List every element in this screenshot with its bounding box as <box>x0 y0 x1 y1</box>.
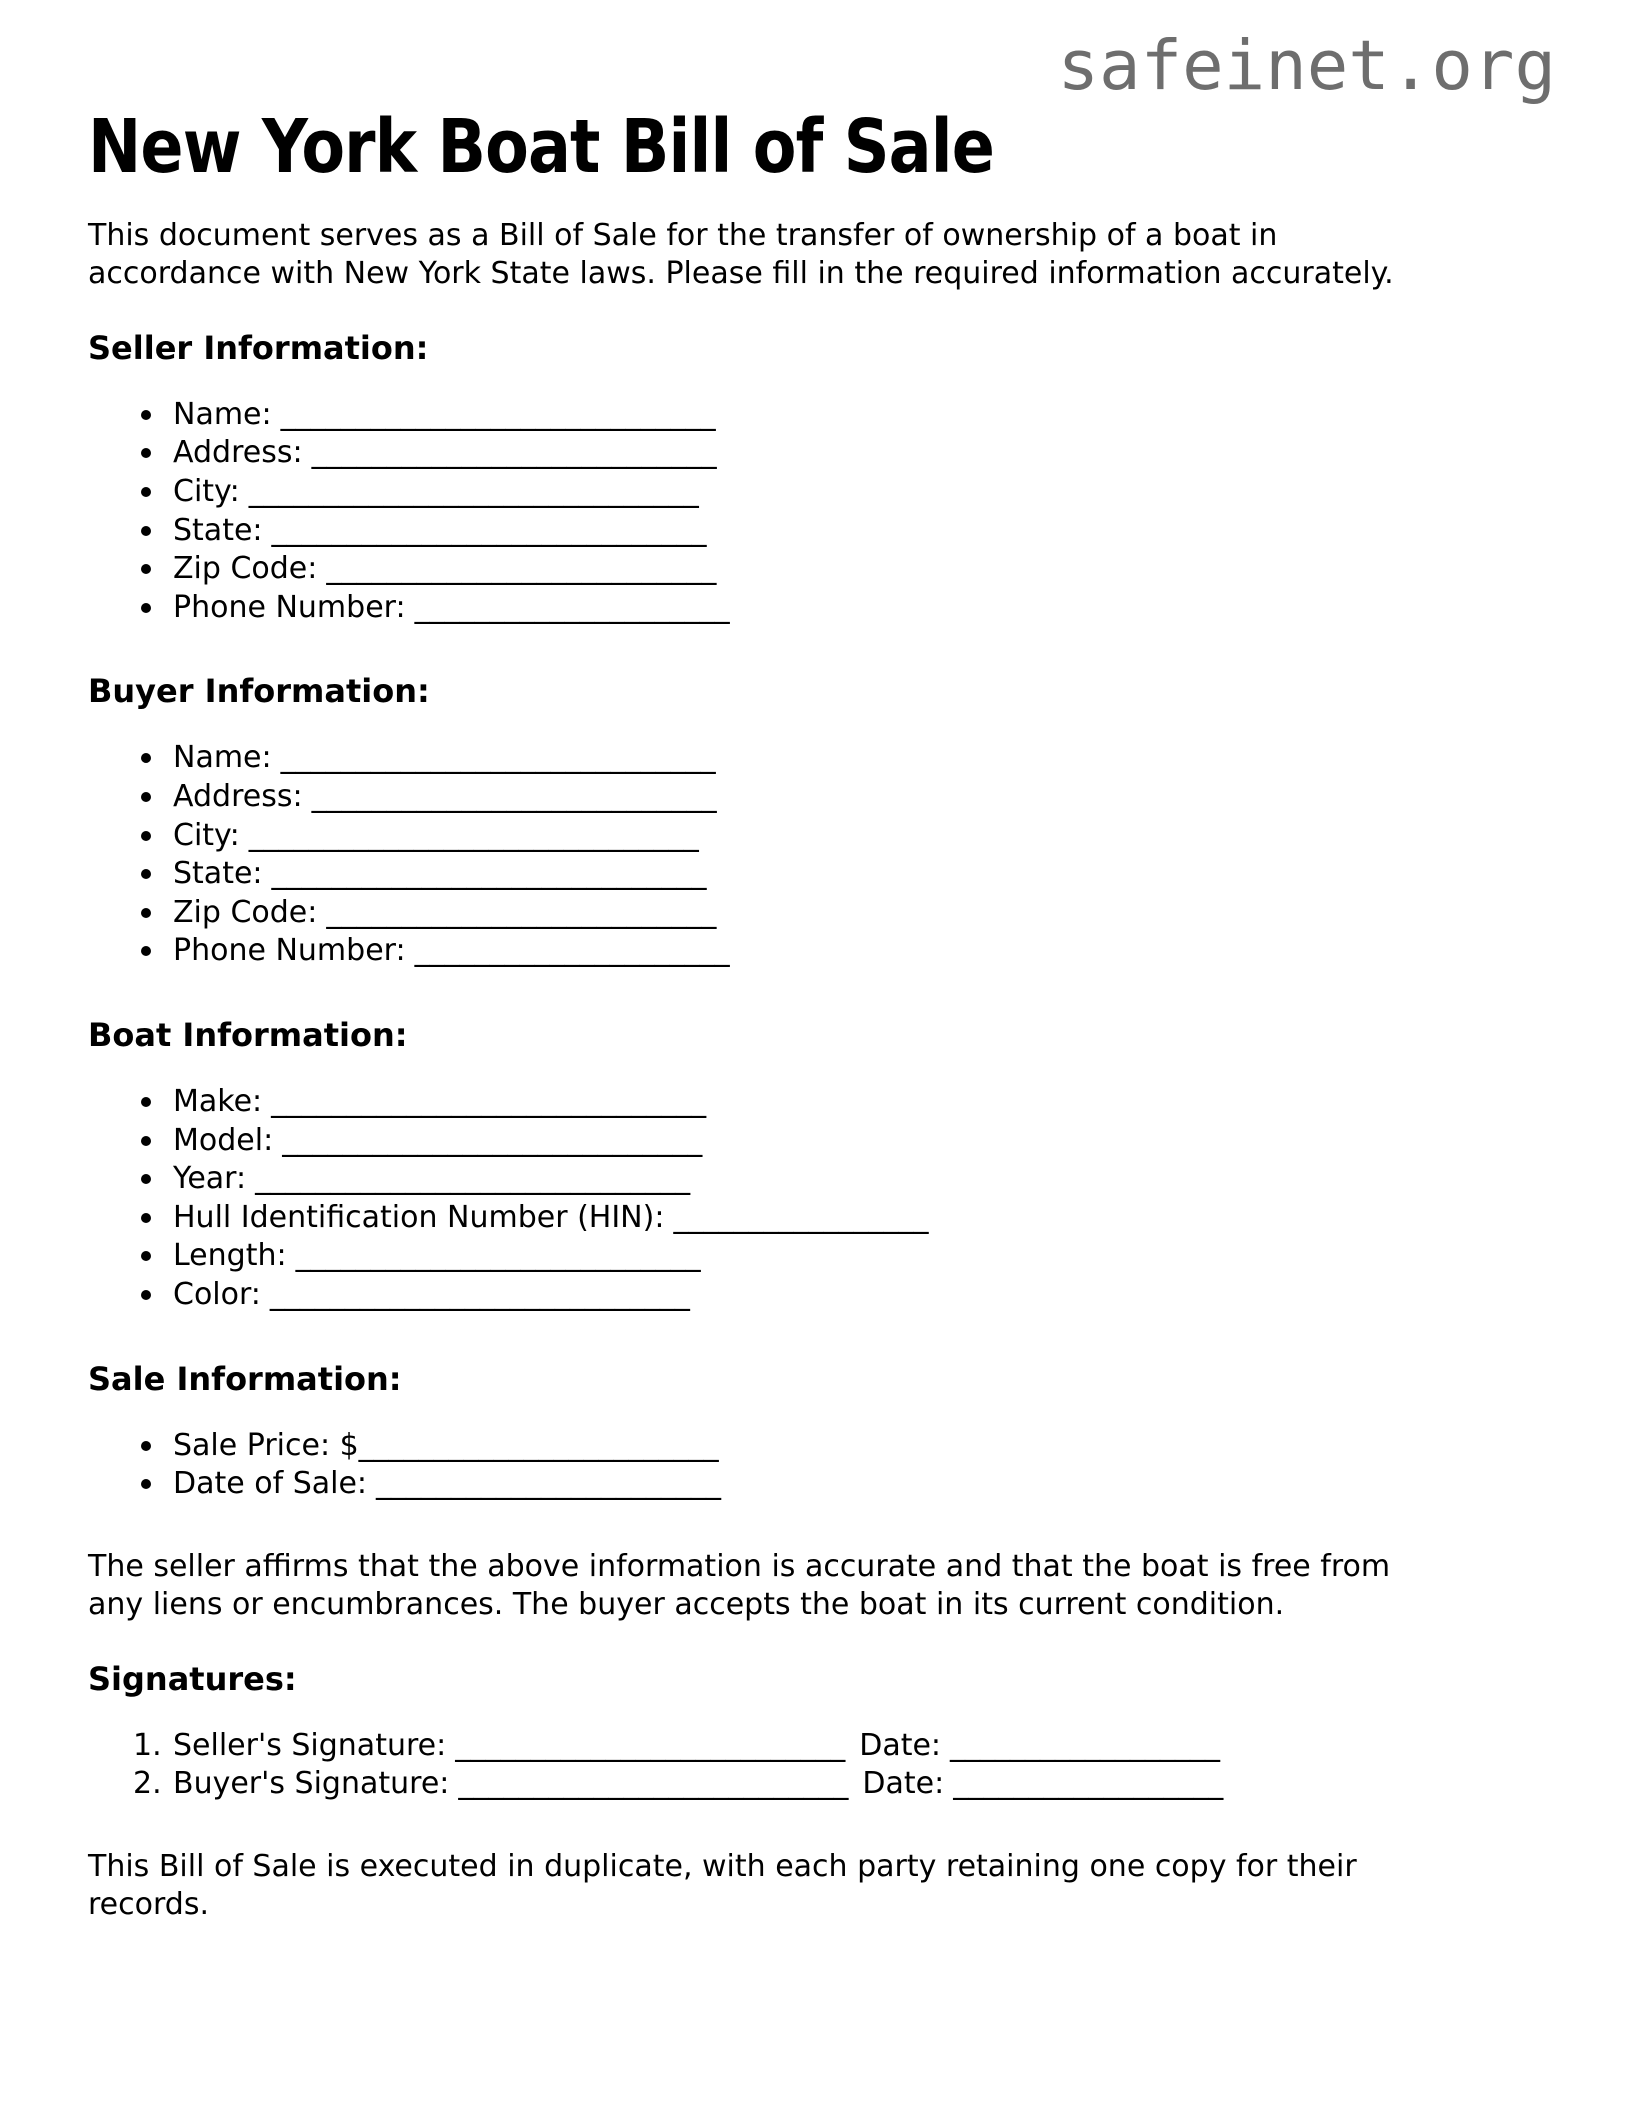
seller-fields-list <box>88 396 1556 628</box>
field-label: Sale Price: $ <box>173 1427 359 1463</box>
intro-line: accordance with New York State laws. Please fill in the required information accurately. <box>88 256 1394 292</box>
field-blank-line: _____________________________ <box>280 740 716 776</box>
affirmation-line: any liens or encumbrances. The buyer accepts the boat in its current condition. <box>88 1587 1285 1623</box>
field-blank-line: _____________________ <box>414 933 730 969</box>
field-label: Length: <box>173 1238 287 1274</box>
field-row-buyer-city <box>88 817 1556 856</box>
bullet-icon <box>141 1479 151 1489</box>
bullet-icon <box>141 410 151 420</box>
field-blank-line: __________________________ <box>326 894 717 930</box>
field-blank-line: ____________________________ <box>282 1122 703 1158</box>
field-label: State: <box>173 856 263 892</box>
field-blank-line: _____________________ <box>414 589 730 625</box>
bullet-icon <box>141 1097 151 1107</box>
date-blank-line: __________________ <box>953 1766 1224 1802</box>
field-label: Address: <box>173 779 303 815</box>
bullet-icon <box>141 526 151 536</box>
field-label: Zip Code: <box>173 894 318 930</box>
signatures-list <box>88 1727 1556 1804</box>
field-row-seller-city <box>88 473 1556 512</box>
footer-note-line: records. <box>88 1887 209 1923</box>
field-label: Zip Code: <box>173 551 318 587</box>
bullet-icon <box>141 1251 151 1261</box>
bullet-icon <box>141 1213 151 1223</box>
signature-blank-line: __________________________ <box>455 1727 846 1763</box>
affirmation-line: The seller affirms that the above information is accurate and that the boat is free from <box>88 1548 1391 1584</box>
date-label: Date: <box>859 1727 942 1763</box>
field-blank-line: __________________________ <box>326 551 717 587</box>
field-label: City: <box>173 817 240 853</box>
field-blank-line: ____________________________ <box>269 1276 690 1312</box>
field-blank-line: ___________________________ <box>311 435 717 471</box>
bullet-icon <box>141 448 151 458</box>
field-blank-line: ______________________________ <box>248 474 699 510</box>
bullet-icon <box>141 1136 151 1146</box>
field-row-seller-state <box>88 512 1556 551</box>
section-heading-boat: Boat Information: <box>88 1016 408 1054</box>
field-blank-line: ___________________________ <box>295 1238 701 1274</box>
boat-fields-list <box>88 1083 1556 1315</box>
field-blank-line: _____________________________ <box>271 512 707 548</box>
field-blank-line: _____________________________ <box>271 856 707 892</box>
signature-number: 1. <box>133 1727 162 1763</box>
field-blank-line: _____________________________ <box>255 1161 691 1197</box>
field-row-boat-make <box>88 1083 1556 1122</box>
bullet-icon <box>141 831 151 841</box>
field-label: Phone Number: <box>173 589 406 625</box>
affirmation-paragraph <box>88 1548 1556 1625</box>
bullet-icon <box>141 869 151 879</box>
buyer-fields-list <box>88 739 1556 971</box>
bullet-icon <box>141 487 151 497</box>
section-heading-signatures: Signatures: <box>88 1659 297 1698</box>
signature-label: Buyer's Signature: <box>173 1766 450 1802</box>
date-label: Date: <box>862 1766 945 1802</box>
field-blank-line: ___________________________ <box>311 779 717 815</box>
field-row-sale-price <box>88 1427 1556 1466</box>
bullet-icon <box>141 1174 151 1184</box>
bullet-icon <box>141 946 151 956</box>
footer-note-line: This Bill of Sale is executed in duplicate, with each party retaining one copy for their <box>88 1848 1357 1884</box>
field-label: Address: <box>173 435 303 471</box>
signature-label: Seller's Signature: <box>173 1727 447 1763</box>
field-blank-line: _____________________________ <box>280 396 716 432</box>
field-blank-line: ______________________________ <box>248 817 699 853</box>
field-label: Model: <box>173 1122 274 1158</box>
brand-text: safeinet.org <box>1057 26 1556 106</box>
field-label: State: <box>173 512 263 548</box>
field-label: City: <box>173 474 240 510</box>
field-row-boat-color <box>88 1276 1556 1315</box>
field-label: Phone Number: <box>173 933 406 969</box>
field-row-seller-zip <box>88 550 1556 589</box>
sale-fields-list <box>88 1427 1556 1504</box>
field-label: Make: <box>173 1084 263 1119</box>
bullet-icon <box>141 908 151 918</box>
intro-line: This document serves as a Bill of Sale for the transfer of ownership of a boat in <box>88 217 1278 253</box>
signature-blank-line: __________________________ <box>458 1766 849 1802</box>
footer-note-paragraph <box>88 1848 1556 1925</box>
field-label: Year: <box>173 1161 247 1197</box>
signature-row-buyer <box>88 1765 1556 1804</box>
date-blank-line: __________________ <box>950 1727 1221 1763</box>
field-row-boat-year <box>88 1160 1556 1199</box>
field-row-boat-length <box>88 1237 1556 1276</box>
signature-number: 2. <box>133 1766 162 1802</box>
page-title: New York Boat Bill of Sale <box>88 104 995 191</box>
field-row-buyer-address <box>88 778 1556 817</box>
bullet-icon <box>141 564 151 574</box>
field-blank-line: ________________________ <box>358 1427 719 1463</box>
bullet-icon <box>141 792 151 802</box>
field-label: Hull Identification Number (HIN): <box>173 1199 665 1235</box>
field-row-buyer-state <box>88 855 1556 894</box>
field-label: Name: <box>173 396 272 432</box>
field-blank-line: _________________ <box>673 1199 929 1235</box>
field-row-seller-address <box>88 434 1556 473</box>
field-label: Color: <box>173 1276 261 1312</box>
field-row-buyer-zip <box>88 894 1556 933</box>
field-row-boat-model <box>88 1122 1556 1161</box>
field-row-buyer-phone <box>88 932 1556 971</box>
bullet-icon <box>141 1290 151 1300</box>
section-heading-seller: Seller Information: <box>88 328 429 367</box>
field-blank-line: _____________________________ <box>271 1084 707 1119</box>
field-row-sale-date <box>88 1465 1556 1504</box>
section-heading-buyer: Buyer Information: <box>88 672 430 711</box>
field-label: Name: <box>173 740 272 776</box>
field-row-seller-name <box>88 396 1556 435</box>
field-label: Date of Sale: <box>173 1466 368 1502</box>
intro-paragraph <box>88 217 1556 294</box>
section-heading-sale: Sale Information: <box>88 1359 402 1398</box>
field-row-buyer-name <box>88 739 1556 778</box>
bullet-icon <box>141 1441 151 1451</box>
field-blank-line: _______________________ <box>376 1466 722 1502</box>
bullet-icon <box>141 603 151 613</box>
field-row-boat-hin <box>88 1199 1556 1238</box>
field-row-seller-phone <box>88 589 1556 628</box>
bullet-icon <box>141 753 151 763</box>
signature-row-seller <box>88 1727 1556 1766</box>
